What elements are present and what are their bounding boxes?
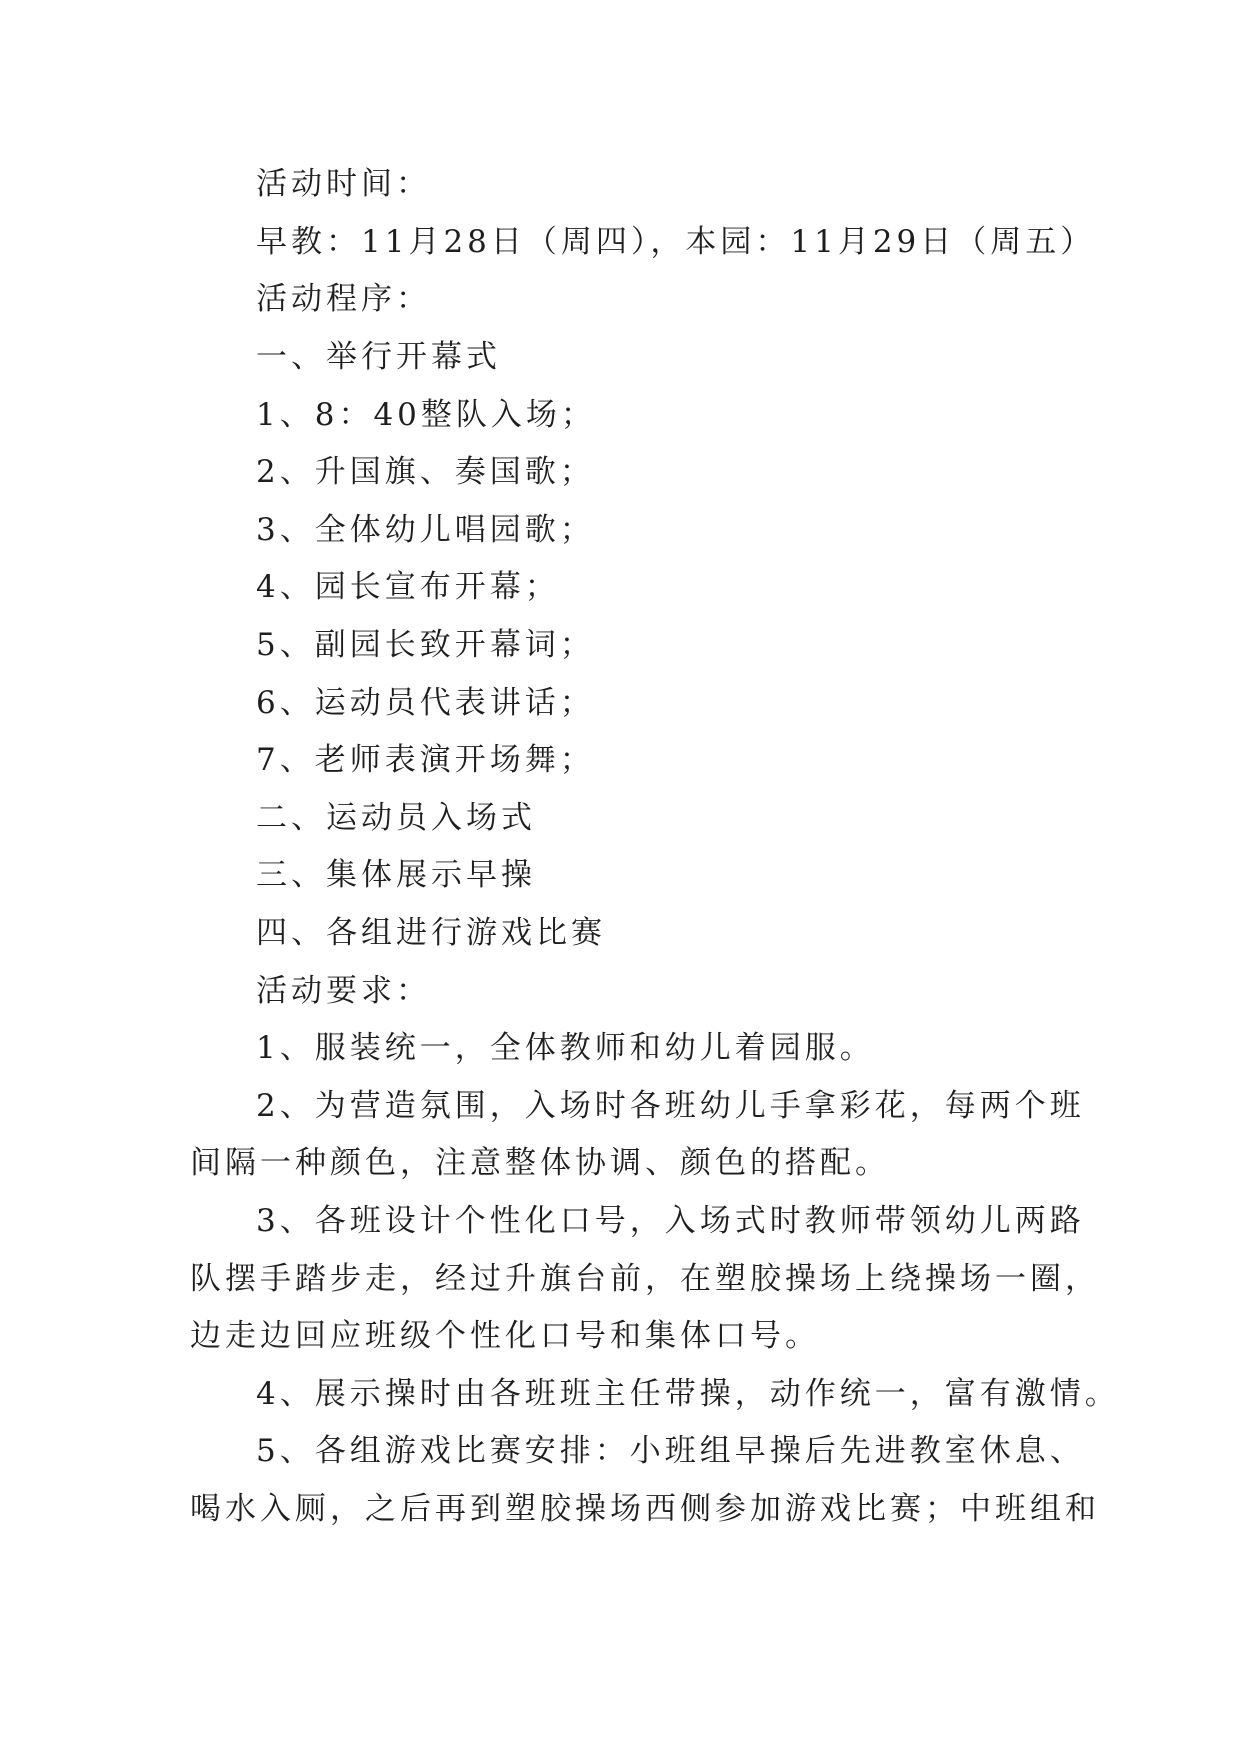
program-item: 2、升国旗、奏国歌； — [256, 454, 595, 490]
activity-time-heading: 活动时间： — [256, 166, 431, 202]
requirement-paragraph: 2、为营造氛围，入场时各班幼儿手拿彩花，每两个班 — [256, 1088, 1085, 1124]
program-item: 5、副园长致开幕词； — [256, 627, 595, 663]
requirement-paragraph: 1、服装统一，全体教师和幼儿着园服。 — [256, 1030, 875, 1066]
program-item: 6、运动员代表讲话； — [256, 685, 595, 721]
requirement-paragraph-cont: 边走边回应班级个性化口号和集体口号。 — [190, 1318, 820, 1354]
activity-dates: 早教：11月28日（周四），本园：11月29日（周五） — [256, 224, 1096, 260]
section-morning-exercise: 三、集体展示早操 — [256, 857, 536, 893]
requirement-paragraph: 3、各班设计个性化口号，入场式时教师带领幼儿两路 — [256, 1203, 1085, 1239]
section-athletes-entry: 二、运动员入场式 — [256, 800, 536, 836]
activity-requirements-heading: 活动要求： — [256, 973, 431, 1009]
section-games: 四、各组进行游戏比赛 — [256, 915, 606, 951]
requirement-paragraph: 4、展示操时由各班班主任带操，动作统一，富有激情。 — [256, 1376, 1120, 1412]
requirement-paragraph-cont: 喝水入厕，之后再到塑胶操场西侧参加游戏比赛；中班组和 — [190, 1491, 1100, 1527]
section-opening: 一、举行开幕式 — [256, 339, 501, 375]
requirement-paragraph: 5、各组游戏比赛安排：小班组早操后先进教室休息、 — [256, 1433, 1085, 1469]
program-item: 1、8：40整队入场； — [256, 397, 596, 433]
program-item: 7、老师表演开场舞； — [256, 742, 595, 778]
requirement-paragraph-cont: 队摆手踏步走，经过升旗台前，在塑胶操场上绕操场一圈， — [190, 1261, 1100, 1297]
activity-program-heading: 活动程序： — [256, 281, 431, 317]
requirement-paragraph-cont: 间隔一种颜色，注意整体协调、颜色的搭配。 — [190, 1145, 890, 1181]
program-item: 3、全体幼儿唱园歌； — [256, 512, 595, 548]
program-item: 4、园长宣布开幕； — [256, 569, 560, 605]
